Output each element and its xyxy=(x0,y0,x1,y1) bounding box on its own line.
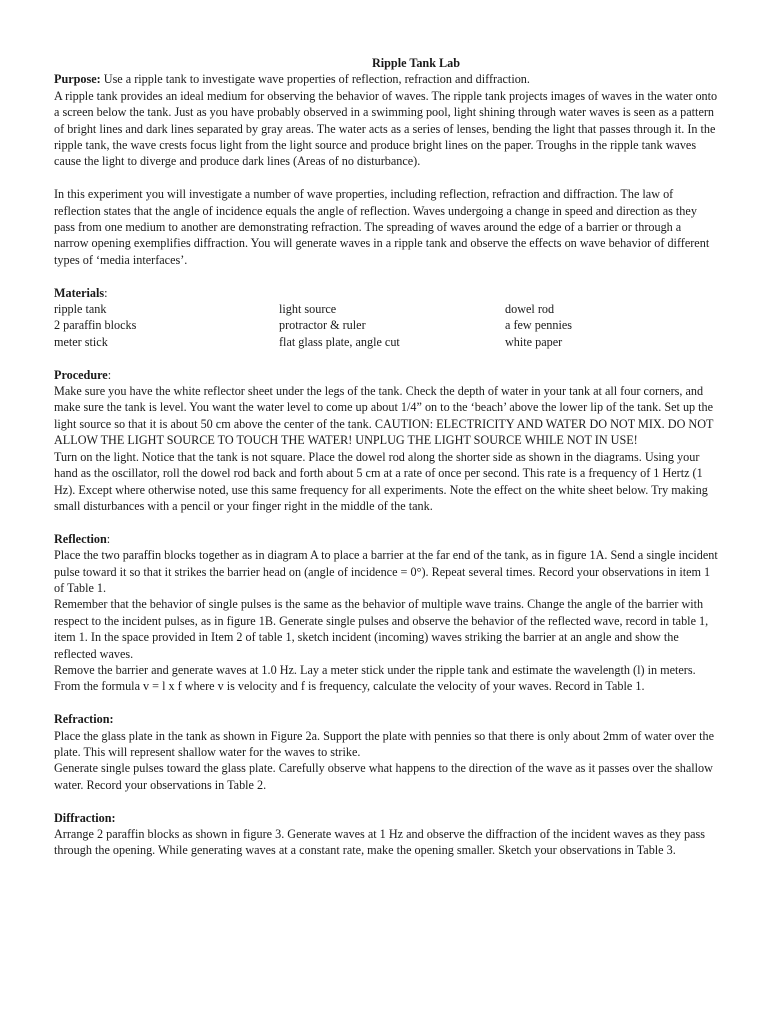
diffraction-paragraph-1: Arrange 2 paraffin blocks as shown in figure 3. Generate waves at 1 Hz and observe the diffraction of the incident waves as they pass through the opening. While generating waves at a constant rate, make the opening smaller. Sketch your observations in Table 3. xyxy=(54,827,706,858)
materials-heading xyxy=(54,285,718,301)
reflection-label: Reflection xyxy=(54,531,107,546)
procedure-paragraph-1: Make sure you have the white reflector sheet under the legs of the tank. Check the depth of water in your tank at all four corners, and make sure the tank is level. You want the water level to come up about 1/4” on to the ‘beach’ above the lower lip of the tank. Set up the light source so that it is about 50 cm above the center of the tank. CAUTION: ELECTRICITY AND WATER DO NOT MIX. DO NOT ALLOW THE LIGHT SOURCE TO TOUCH THE WATER! UNPLUG THE LIGHT SOURCE WHILE NOT IN USE! xyxy=(54,384,714,448)
material-item: white paper xyxy=(505,334,563,349)
refraction-heading: Refraction: xyxy=(54,712,114,727)
material-item: meter stick xyxy=(54,334,108,349)
materials-colon: : xyxy=(104,285,108,300)
materials-column-2 xyxy=(279,301,505,350)
reflection-paragraph-1: Place the two paraffin blocks together as in diagram A to place a barrier at the far end of the tank, as in figure 1A. Send a single incident pulse toward it so that it strikes the barrier head on (angle of incidence = 0°). Repeat several times. Record your observations in item 1 of Table 1. xyxy=(54,548,718,595)
procedure-heading xyxy=(54,367,718,383)
document-page xyxy=(54,55,718,859)
reflection-heading xyxy=(54,531,718,547)
material-item: a few pennies xyxy=(505,318,573,333)
refraction-paragraph-2: Generate single pulses toward the glass plate. Carefully observe what happens to the direction of the wave as it passes over the shallow water. Record your observations in Table 2. xyxy=(54,761,713,792)
material-item: dowel rod xyxy=(505,302,555,317)
materials-column-1 xyxy=(54,301,279,350)
materials-label: Materials xyxy=(54,285,105,300)
material-item: ripple tank xyxy=(54,302,107,317)
reflection-paragraph-3: Remove the barrier and generate waves at 1.0 Hz. Lay a meter stick under the ripple tank and estimate the wavelength (l) in meters. From the formula v = l x f where v is velocity and f is frequency, calculate the velocity of your waves. Record in Table 1. xyxy=(54,662,696,694)
materials-column-3 xyxy=(505,301,718,350)
materials-list xyxy=(54,301,718,350)
purpose-text: Use a ripple tank to investigate wave properties of reflection, refraction and diffraction. xyxy=(100,72,530,87)
reflection-colon: : xyxy=(106,531,111,546)
procedure-paragraph-2: Turn on the light. Notice that the tank is not square. Place the dowel rod along the shorter side as shown in the diagrams. Using your hand as the oscillator, roll the dowel rod back and forth about 5 cm at a rate of once per second. This rate is a frequency of 1 Hertz (1 Hz). Except where otherwise noted, use this same frequency for all experiments. Note the effect on the white sheet below. Try making small disturbances with a pencil or your finger right in the middle of the tank. xyxy=(54,449,708,513)
purpose-label: Purpose: xyxy=(54,72,101,87)
material-item: protractor & ruler xyxy=(279,318,366,333)
refraction-paragraph-1: Place the glass plate in the tank as shown in Figure 2a. Support the plate with pennies so that there is only about 2mm of water over the plate. This will represent shallow water for the waves to strike. xyxy=(54,728,715,759)
material-item: 2 paraffin blocks xyxy=(54,318,137,333)
page-title: Ripple Tank Lab xyxy=(371,56,461,70)
reflection-paragraph-2: Remember that the behavior of single pulses is the same as the behavior of multiple wave trains. Change the angle of the barrier with respect to the incident pulses, as in figure 1B. Generate single pulses and observe the behavior of the reflected wave, record in table 1, item 1. In the space provided in Item 2 of table 1, sketch incident (incoming) waves striking the barrier at an angle and show the reflected waves. xyxy=(54,597,709,661)
diffraction-heading: Diffraction: xyxy=(54,810,116,825)
intro-paragraph-2: In this experiment you will investigate a number of wave properties, including reflection, refraction and diffraction. The law of reflection states that the angle of incidence equals the angle of reflection. Waves undergoing a change in speed and direction as they pass from one medium to another are demonstrating refraction. The spreading of waves around the edge of a barrier or through a narrow opening exemplifies diffraction. You will generate waves in a ripple tank and observe the effects on wave behavior of different types of ‘media interfaces’. xyxy=(54,187,710,267)
procedure-colon: : xyxy=(107,367,112,382)
material-item: light source xyxy=(279,302,337,317)
material-item: flat glass plate, angle cut xyxy=(279,334,400,349)
procedure-label: Procedure xyxy=(54,367,108,382)
purpose-paragraph xyxy=(54,71,718,87)
intro-paragraph-1: A ripple tank provides an ideal medium for observing the behavior of waves. The ripple tank projects images of waves in the water onto a screen below the tank. Just as you have probably observed in a swimming pool, light shining through water waves is seen as a pattern of bright lines and dark lines separated by gray areas. The water acts as a series of lenses, bending the light that passes through it. In the ripple tank, the wave crests focus light from the light source and produce bright lines on the paper. Troughs in the ripple tank waves cause the light to diverge and produce dark lines (Areas of no disturbance). xyxy=(54,88,718,169)
